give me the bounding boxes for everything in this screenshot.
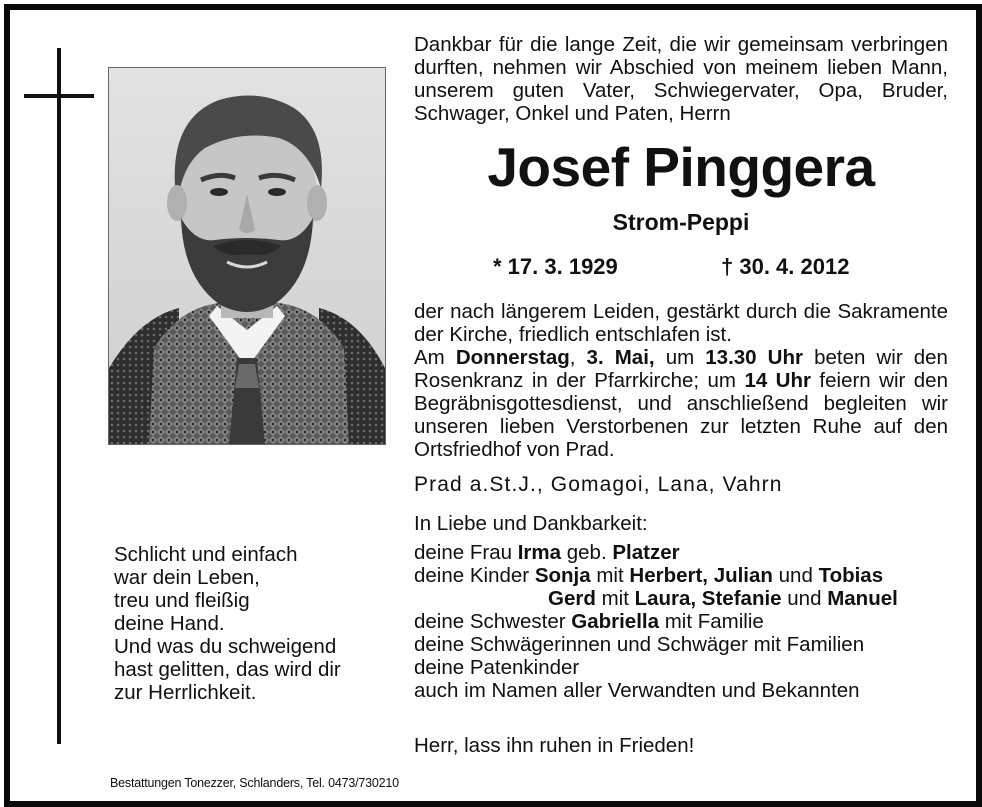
- mourner-children: deine Kinder Sonja mit Herbert, Julian und Tobias: [414, 564, 884, 587]
- poem-line: Und was du schweigend: [114, 635, 337, 658]
- mourner-in-laws: deine Schwägerinnen und Schwäger mit Familien: [414, 633, 865, 656]
- mourner-children-2: Gerd mit Laura, Stefanie und Manuel: [548, 587, 898, 610]
- poem-line: hast gelitten, das wird dir: [114, 658, 341, 681]
- mass-time: 14 Uhr: [744, 369, 811, 392]
- intro-text: Dankbar für die lange Zeit, die wir gemeinsam verbringen durften, nehmen wir Abschied von meinem lieben Mann, unserem guten Vater, Schwiegervater, Opa, Bruder, Schwager, Onkel und Paten, Herrn: [414, 33, 948, 125]
- death-circumstances: der nach längerem Leiden, gestärkt durch die Sakramente der Kirche, friedlich entschlafen ist.: [414, 300, 948, 346]
- poem-line: treu und fleißig: [114, 589, 250, 612]
- places-line: Prad a.St.J., Gomagoi, Lana, Vahrn: [414, 473, 783, 496]
- poem-line: deine Hand.: [114, 612, 225, 635]
- memorial-poem: [114, 543, 394, 704]
- service-day: Donnerstag: [455, 346, 570, 369]
- poem-line: war dein Leben,: [114, 566, 260, 589]
- rosary-time: 13.30 Uhr: [705, 346, 803, 369]
- birth-date: * 17. 3. 1929: [493, 254, 618, 279]
- love-and-gratitude-line: In Liebe und Dankbarkeit:: [414, 512, 648, 535]
- poem-line: zur Herrlichkeit.: [114, 681, 257, 704]
- cross-icon-vertical-bar: [57, 48, 61, 744]
- mourner-sister: deine Schwester Gabriella mit Familie: [414, 610, 764, 633]
- mourner-wife: deine Frau Irma geb. Platzer: [414, 541, 680, 564]
- closing-prayer: Herr, lass ihn ruhen in Frieden!: [414, 734, 695, 757]
- poem-line: Schlicht und einfach: [114, 543, 298, 566]
- service-schedule: Am Donnerstag, 3. Mai, um 13.30 Uhr beten wir den Rosenkranz in der Pfarrkirche; um 14 Uhr feiern wir den Begräbnisgottesdienst, und anschließend begleiten wir unseren lieben Verstorbenen zur letzten Ruhe auf den Ortsfriedhof von Prad.: [414, 346, 948, 461]
- deceased-nickname: Strom-Peppi: [612, 209, 750, 235]
- deceased-name: Josef Pinggera: [487, 136, 875, 198]
- cross-icon-horizontal-bar: [24, 94, 94, 98]
- mourners-list: [414, 541, 954, 702]
- portrait-photo: [108, 67, 386, 445]
- mourner-relatives: auch im Namen aller Verwandten und Bekannten: [414, 679, 860, 702]
- death-date: † 30. 4. 2012: [721, 254, 850, 279]
- portrait-illustration: [109, 68, 385, 444]
- funeral-home-footer: Bestattungen Tonezzer, Schlanders, Tel. 0473/730210: [110, 776, 399, 790]
- mourner-godchildren: deine Patenkinder: [414, 656, 580, 679]
- funeral-details: [414, 300, 948, 461]
- service-date: 3. Mai,: [586, 346, 655, 369]
